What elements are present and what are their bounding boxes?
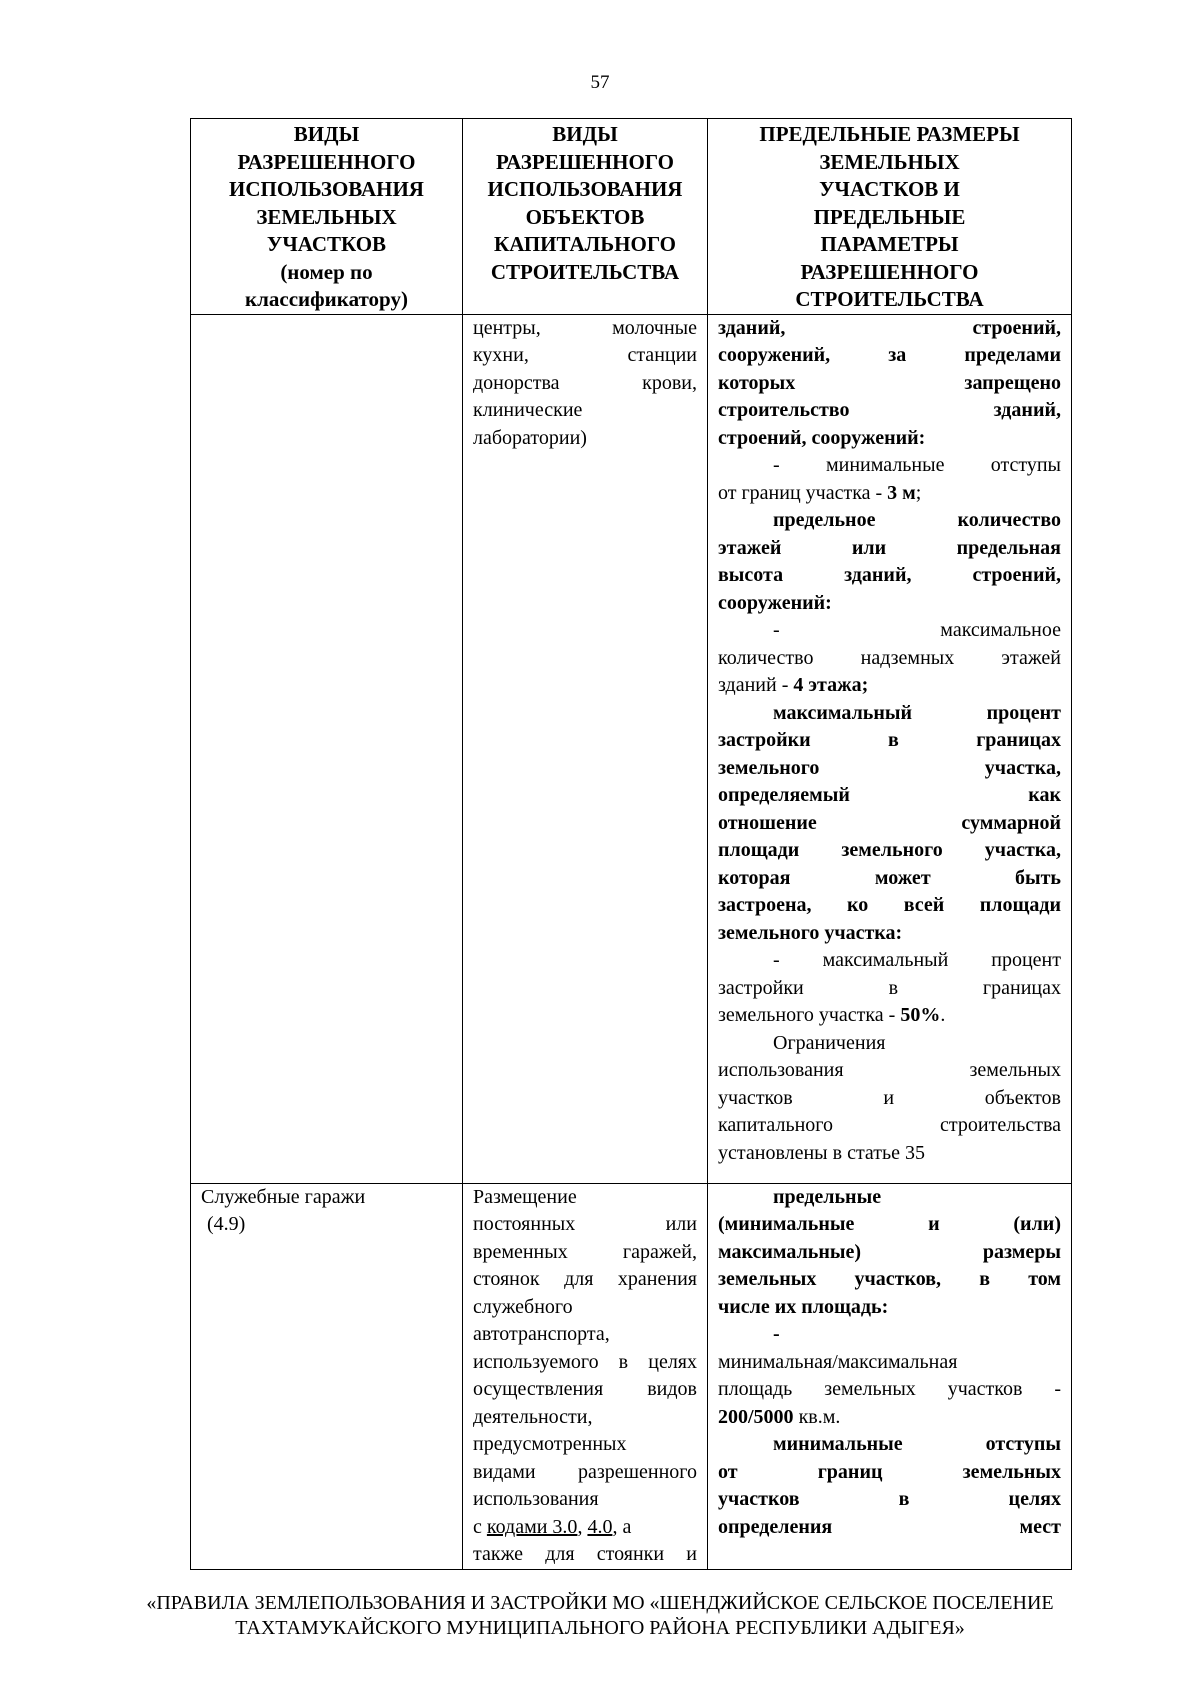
table-row (191, 1183, 1072, 1569)
header-text: УЧАСТКОВ (266, 232, 387, 256)
header-text: СТРОИТЕЛЬСТВА (795, 287, 984, 311)
table-cell-construction-use (463, 1183, 708, 1569)
cell-text: (минимальные и (или) (718, 1213, 1061, 1235)
header-text: ПРЕДЕЛЬНЫЕ (813, 204, 966, 229)
cell-text: высота зданий, строений, (718, 564, 1061, 586)
cell-text: предельные (773, 1185, 882, 1208)
cell-text-mixed (718, 480, 1061, 508)
cell-text: отношение суммарной (718, 811, 1061, 834)
cell-text: участков и объектов (718, 1086, 1061, 1109)
table-cell-land-use (191, 1183, 463, 1569)
cell-text: использования (473, 1488, 599, 1510)
header-land-use-types (191, 119, 463, 315)
cell-text: используемого в целях (473, 1350, 697, 1373)
cell-text: от границ участка - (718, 481, 888, 504)
cell-text: , (577, 1515, 588, 1538)
page-number: 57 (590, 72, 610, 93)
cell-text: лаборатории) (473, 426, 587, 449)
cell-text: определяемый как (718, 784, 1061, 806)
cell-text: застройки в границах (718, 729, 1061, 751)
cell-text: земельных участков, в том (718, 1268, 1061, 1290)
table-cell-parameters (708, 1183, 1072, 1569)
cell-text-bold: 4 этажа; (793, 674, 869, 696)
cell-text: - максимальное (773, 619, 1061, 641)
cell-text: от границ земельных (718, 1460, 1061, 1483)
cell-text: предусмотренных (473, 1433, 627, 1455)
cell-text: деятельности, (473, 1405, 593, 1428)
cell-text-mixed (718, 1404, 1061, 1432)
cell-text: Ограничения (773, 1031, 886, 1054)
cell-text: с (473, 1515, 487, 1538)
cell-text: постоянных или (473, 1213, 697, 1235)
cell-text-mixed (718, 1002, 1061, 1030)
cell-text: земельного участка, (718, 756, 1061, 779)
table-cell-construction-use (463, 314, 708, 1183)
header-text: классификатору) (245, 287, 408, 311)
cell-text: числе их площадь: (718, 1295, 889, 1318)
cell-text: земельного участка: (718, 921, 903, 944)
code-link[interactable]: кодами 3.0 (486, 1515, 578, 1538)
cell-text: предельное количество (773, 509, 1061, 531)
cell-text: автотранспорта, (473, 1323, 610, 1345)
cell-text: - (773, 1323, 780, 1345)
header-text: КАПИТАЛЬНОГО (493, 232, 677, 256)
cell-text-bold: 200/5000 (718, 1405, 794, 1428)
cell-text: строительство зданий, (718, 399, 1061, 421)
land-use-table (190, 118, 1072, 1570)
cell-text: видами разрешенного (473, 1460, 697, 1483)
cell-text: площадь земельных участков - (718, 1378, 1061, 1400)
cell-text: использования земельных (718, 1059, 1061, 1081)
cell-text: сооружений, за пределами (718, 344, 1061, 366)
cell-text: кухни, станции (473, 344, 697, 366)
header-text: ИСПОЛЬЗОВАНИЯ (487, 177, 683, 201)
header-text: ПРЕДЕЛЬНЫЕ РАЗМЕРЫ (759, 122, 1020, 146)
header-text: РАЗРЕШЕННОГО (496, 149, 674, 174)
table-cell-parameters (708, 314, 1072, 1183)
cell-text-mixed (718, 672, 1061, 700)
cell-text: которая может быть (718, 866, 1061, 889)
header-text: ОБЪЕКТОВ (525, 204, 645, 229)
header-text: ВИДЫ (293, 122, 360, 146)
cell-text-bold: 50% (900, 1004, 941, 1026)
code-link[interactable]: 4.0 (587, 1515, 613, 1538)
cell-text-bold: 3 м (887, 481, 916, 504)
cell-text: застроена, ко всей площади (718, 894, 1061, 916)
cell-text: максимальные) размеры (718, 1240, 1061, 1263)
table-header-row (191, 119, 1072, 315)
cell-text: установлены в статье 35 (718, 1141, 926, 1164)
header-text: (номер по (280, 259, 373, 284)
cell-text: максимальный процент (773, 701, 1061, 724)
cell-text: этажей или предельная (718, 536, 1061, 559)
header-text: ИСПОЛЬЗОВАНИЯ (229, 177, 424, 201)
header-text: ПАРАМЕТРЫ (820, 232, 959, 256)
cell-text: земельного участка - (718, 1004, 901, 1026)
cell-text: - максимальный процент (773, 949, 1061, 971)
cell-text: Размещение (473, 1185, 577, 1208)
cell-text: застройки в границах (718, 976, 1061, 999)
cell-text: кв.м. (793, 1405, 841, 1428)
cell-text: клинические (473, 399, 583, 421)
cell-text: стоянок для хранения (473, 1268, 697, 1290)
cell-text: центры, молочные (473, 316, 697, 339)
cell-text: которых запрещено (718, 371, 1061, 394)
cell-text: . (940, 1004, 946, 1026)
document-footer (0, 1591, 1200, 1641)
cell-text: временных гаражей, (473, 1240, 697, 1263)
cell-text: - минимальные отступы (773, 454, 1061, 476)
header-text: ЗЕМЕЛЬНЫХ (819, 149, 960, 174)
cell-text: минимальные отступы (773, 1433, 1061, 1455)
cell-text: капитального строительства (718, 1114, 1061, 1136)
cell-text: служебного (473, 1295, 573, 1318)
cell-text: количество надземных этажей (718, 646, 1061, 669)
header-text: РАЗРЕШЕННОГО (800, 259, 979, 284)
cell-text: донорства крови, (473, 371, 697, 394)
cell-text: зданий - (718, 674, 794, 696)
header-limit-parameters (708, 119, 1072, 315)
table-row (191, 314, 1072, 1183)
cell-text-mixed (473, 1514, 697, 1542)
header-text: РАЗРЕШЕННОГО (237, 149, 416, 174)
cell-text: также для стоянки и (473, 1543, 697, 1565)
cell-text: площади земельного участка, (718, 839, 1061, 861)
cell-text: ; (915, 481, 922, 504)
header-text: ВИДЫ (552, 122, 618, 146)
cell-text: минимальная/максимальная (718, 1350, 958, 1373)
header-text: ЗЕМЕЛЬНЫХ (256, 204, 397, 229)
cell-text: осуществления видов (473, 1378, 697, 1400)
header-text: СТРОИТЕЛЬСТВА (490, 259, 680, 284)
cell-text: определения мест (718, 1515, 1061, 1538)
cell-text: , а (612, 1515, 632, 1538)
cell-text: строений, сооружений: (718, 426, 926, 449)
header-text: УЧАСТКОВ И (819, 177, 960, 201)
table-cell-land-use (191, 314, 463, 1183)
footer-line: ТАХТАМУКАЙСКОГО МУНИЦИПАЛЬНОГО РАЙОНА РЕСПУБЛИКИ АДЫГЕЯ» (235, 1617, 965, 1639)
cell-text: зданий, строений, (718, 316, 1061, 339)
cell-text: (4.9) (207, 1213, 246, 1235)
cell-text: сооружений: (718, 591, 832, 614)
footer-line: «ПРАВИЛА ЗЕМЛЕПОЛЬЗОВАНИЯ И ЗАСТРОЙКИ МО «ШЕНДЖИЙСКОЕ СЕЛЬСКОЕ ПОСЕЛЕНИЕ (146, 1592, 1054, 1614)
cell-text: Служебные гаражи (201, 1185, 366, 1208)
cell-text: участков в целях (718, 1488, 1061, 1510)
header-capital-construction-types (463, 119, 708, 315)
